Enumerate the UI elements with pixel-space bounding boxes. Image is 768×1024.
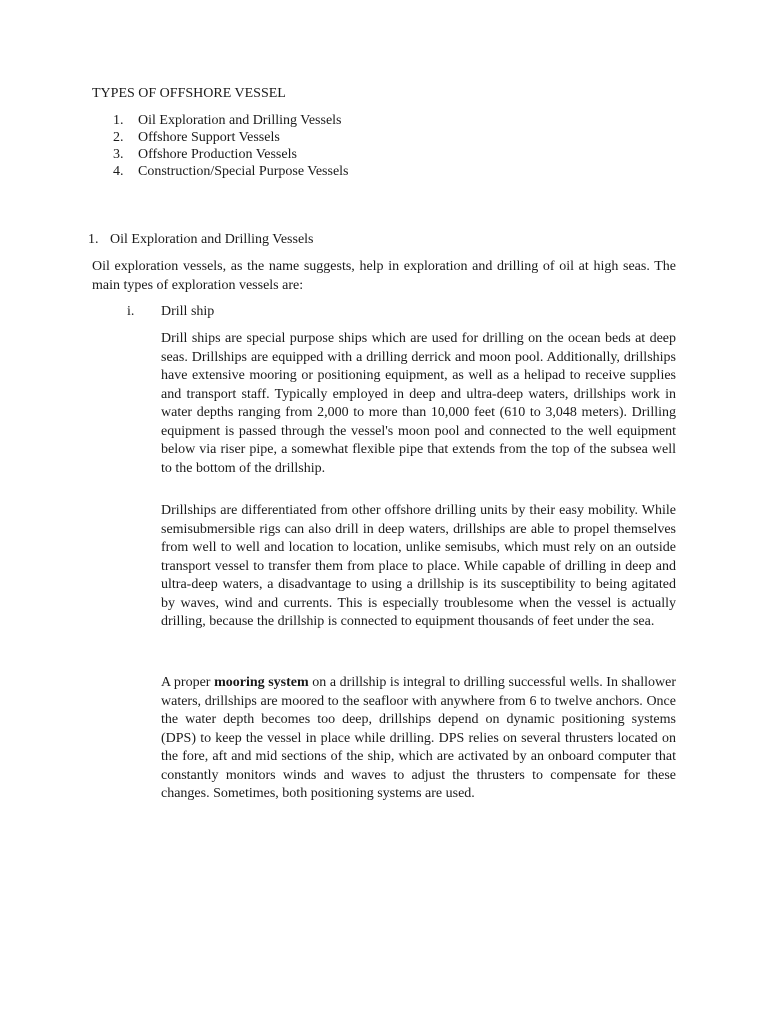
toc-item-label: Offshore Production Vessels <box>138 147 297 162</box>
drillship-paragraph-3 <box>161 674 676 804</box>
toc-item <box>113 146 349 163</box>
toc-item-number: 3. <box>113 147 124 162</box>
toc-item <box>113 112 349 129</box>
paragraph-text: on a drillship is integral to drilling successful wells. In shallower waters, drillships are moored to the seafloor with anywhere from 6 to twelve anchors. Once the water depth becomes too deep, drillships depend on dynamic positioning systems (DPS) to keep the vessel in place while drilling. DPS relies on several thrusters located on the fore, aft and mid sections of the ship, which are activated by an onboard computer that constantly monitors winds and waves to adjust the thrusters to compensate for these changes. Sometimes, both positioning systems are used. <box>161 675 676 801</box>
document-title: TYPES OF OFFSHORE VESSEL <box>92 86 286 101</box>
toc-item-label: Offshore Support Vessels <box>138 130 280 145</box>
table-of-contents <box>113 112 349 180</box>
section-number: 1. <box>88 232 99 247</box>
drillship-paragraph-2: Drillships are differentiated from other offshore drilling units by their easy mobility. While semisubmersible rigs can also drill in deep waters, drillships are able to propel themselves from well to well and location to location, unlike semisubs, which must rely on an outside transport vessel to transfer them from place to place. While capable of drilling in deep and ultra-deep waters, a disadvantage to using a drillship is its susceptibility to being agitated by waves, wind and currents. This is especially troublesome when the vessel is actually drilling, because the drillship is connected to equipment thousands of feet under the sea. <box>161 503 676 629</box>
section-heading-text: Oil Exploration and Drilling Vessels <box>110 232 314 247</box>
sub-item-number: i. <box>127 304 135 319</box>
drillship-paragraph-1: Drill ships are special purpose ships which are used for drilling on the ocean beds at deep seas. Drillships are equipped with a drilling derrick and moon pool. Additionally, drillships have extensive mooring or positioning equipment, as well as a helipad to receive supplies and transport staff. Typically employed in deep and ultra-deep waters, drillships work in water depths ranging from 2,000 to more than 10,000 feet (610 to 3,048 meters). Drilling equipment is passed through the vessel's moon pool and connected to the well equipment below via riser pipe, a somewhat flexible pipe that extends from the top of the subsea well to the bottom of the drillship. <box>161 331 676 476</box>
section-intro-paragraph: Oil exploration vessels, as the name suggests, help in exploration and drilling of oil at high seas. The main types of exploration vessels are: <box>92 259 676 293</box>
toc-item-number: 4. <box>113 164 124 179</box>
sub-item-label: Drill ship <box>161 304 215 319</box>
bold-term-mooring-system: mooring system <box>214 675 309 690</box>
sub-item-heading <box>127 303 214 321</box>
toc-item-label: Construction/Special Purpose Vessels <box>138 164 349 179</box>
toc-item <box>113 163 349 180</box>
toc-item-number: 2. <box>113 130 124 145</box>
toc-item <box>113 129 349 146</box>
toc-item-label: Oil Exploration and Drilling Vessels <box>138 113 342 128</box>
toc-item-number: 1. <box>113 113 124 128</box>
section-heading <box>88 231 314 249</box>
paragraph-text: A proper <box>161 675 215 690</box>
